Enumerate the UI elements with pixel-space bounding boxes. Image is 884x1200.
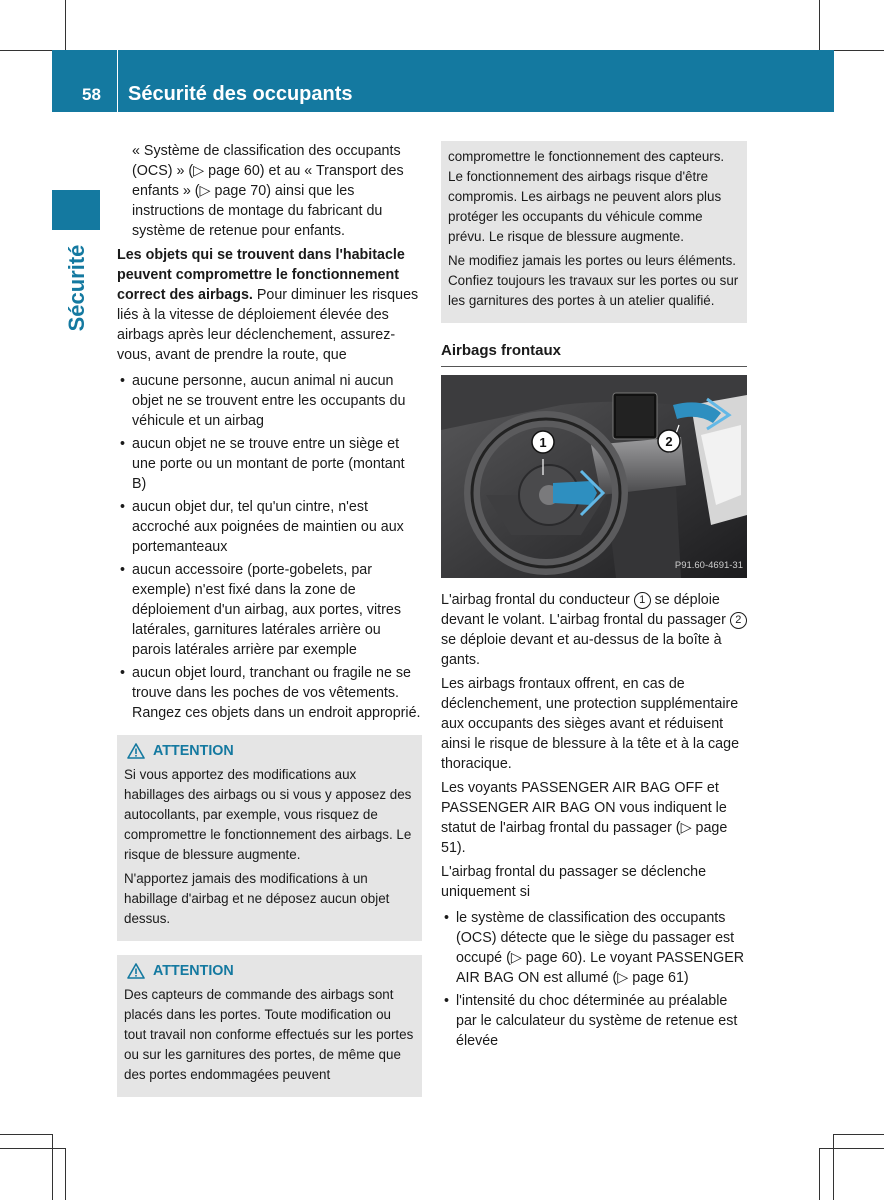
figure-callout-1: 1	[539, 435, 547, 450]
crop-mark	[0, 1134, 52, 1135]
objects-bold: Les objets qui se trouvent dans l'habitacle peuvent compromettre le fonctionnement correct des airbags.	[117, 247, 405, 303]
warning-box-door-sensors	[117, 955, 422, 1097]
warning-text: N'apportez jamais des modifications à un habillage d'airbag et ne déposez aucun objet dessus.	[124, 871, 390, 926]
warning-heading	[124, 961, 416, 981]
crop-mark	[819, 1148, 820, 1200]
side-tab-marker	[52, 190, 100, 230]
crop-mark	[65, 1148, 66, 1200]
text-run: se déploie devant et au-dessus de la boîte à gants.	[441, 632, 722, 668]
trigger-conditions-list	[441, 908, 747, 1051]
crop-mark	[834, 50, 884, 51]
right-column	[441, 141, 747, 1054]
crop-mark	[834, 1134, 884, 1135]
callout-1-marker: 1	[634, 592, 651, 609]
objects-list	[117, 371, 422, 723]
warning-text: Des capteurs de commande des airbags sont placés dans les portes. Toute modification ou tout travail non conforme effectués sur les portes ou sur les garnitures des portes, de même que des portes endommagées peuvent	[124, 987, 414, 1082]
page-number: 58	[82, 85, 101, 104]
crop-mark	[819, 1148, 884, 1149]
left-column	[117, 141, 422, 1097]
list-item: • aucun objet ne se trouve entre un siège et une porte ou un montant de porte (montant B)	[117, 434, 422, 494]
warning-text: Ne modifiez jamais les portes ou leurs éléments. Confiez toujours les travaux sur les portes ou sur les garnitures des portes à un atelier qualifié.	[448, 253, 739, 308]
trigger-condition-paragraph: L'airbag frontal du passager se déclenche uniquement si	[441, 864, 707, 900]
warning-title: ATTENTION	[153, 963, 234, 979]
list-item: • le système de classification des occupants (OCS) détecte que le siège du passager est occupé (▷ page 60). Le voyant PASSENGER AIR BAG ON est allumé (▷ page 61)	[441, 908, 747, 988]
text-run: L'airbag frontal du conducteur	[441, 592, 634, 608]
chapter-title: Sécurité des occupants	[128, 83, 353, 105]
dashboard-illustration	[441, 375, 747, 578]
crop-mark	[0, 50, 52, 51]
objects-paragraph	[117, 245, 422, 365]
figure-code: P91.60-4691-31	[674, 560, 743, 571]
crop-mark	[819, 0, 820, 50]
list-item: • aucune personne, aucun animal ni aucun objet ne se trouvent entre les occupants du véhicule et un airbag	[117, 371, 422, 431]
section-heading: Airbags frontaux	[441, 341, 747, 367]
warning-text: Si vous apportez des modifications aux habillages des airbags ou si vous y apposez des autocollants, par exemple, vous risquez de compromettre le fonctionnement des airbags. Le risque de blessure augmente.	[124, 767, 412, 862]
warning-title: ATTENTION	[153, 743, 234, 759]
list-item: • aucun objet dur, tel qu'un cintre, n'est accroché aux poignées de maintien ou aux portemanteaux	[117, 497, 422, 557]
dashboard-airbag-figure	[441, 375, 747, 578]
warning-box-airbag-covers	[117, 735, 422, 941]
warning-triangle-icon	[127, 743, 145, 759]
figure-callout-2: 2	[665, 434, 673, 449]
indicator-paragraph: Les voyants PASSENGER AIR BAG OFF et PASSENGER AIR BAG ON vous indiquent le statut de l'airbag frontal du passager (▷ page 51).	[441, 780, 728, 856]
crop-mark	[0, 1148, 65, 1149]
header-separator	[117, 50, 118, 112]
warning-box-continuation	[441, 141, 747, 323]
intro-continuation: « Système de classification des occupants (OCS) » (▷ page 60) et au « Transport des enfants » (▷ page 70) ainsi que les instructions de montage du fabricant du système de retenue pour enfants.	[132, 143, 404, 239]
crop-mark	[65, 0, 66, 50]
warning-triangle-icon	[127, 963, 145, 979]
frontal-airbag-paragraph	[441, 590, 747, 670]
list-item: • aucun accessoire (porte-gobelets, par exemple) n'est fixé dans la zone de déploiement d'un airbag, aux portes, vitres latérales, garnitures latérales arrière ou parois latérales arrière par exemple	[117, 560, 422, 660]
objects-text: Pour diminuer les risques liés à la vitesse de déploiement élevée des airbags après leur déclenchement, assurez-vous, avant de prendre la route, que	[117, 287, 419, 363]
warning-text: compromettre le fonctionnement des capteurs. Le fonctionnement des airbags risque d'être compromis. Les airbags ne peuvent alors plus protéger les occupants du véhicule comme prévu. Le risque de blessure augmente.	[448, 149, 725, 244]
warning-heading	[124, 741, 416, 761]
text-run: se déploie devant le volant. L'airbag frontal du passager	[441, 592, 730, 628]
protection-paragraph: Les airbags frontaux offrent, en cas de déclenchement, une protection supplémentaire aux occupants des sièges avant et réduisent ainsi le risque de blessure à la tête et à la cage thoracique.	[441, 676, 740, 772]
crop-mark	[52, 1134, 53, 1200]
callout-2-marker: 2	[730, 612, 747, 629]
side-tab-label: Sécurité	[64, 244, 89, 332]
list-item: • l'intensité du choc déterminée au préalable par le calculateur du système de retenue est élevée	[441, 991, 747, 1051]
crop-mark	[833, 1134, 834, 1200]
list-item: • aucun objet lourd, tranchant ou fragile ne se trouve dans les poches de vos vêtements. Rangez ces objets dans un endroit approprié.	[117, 663, 422, 723]
